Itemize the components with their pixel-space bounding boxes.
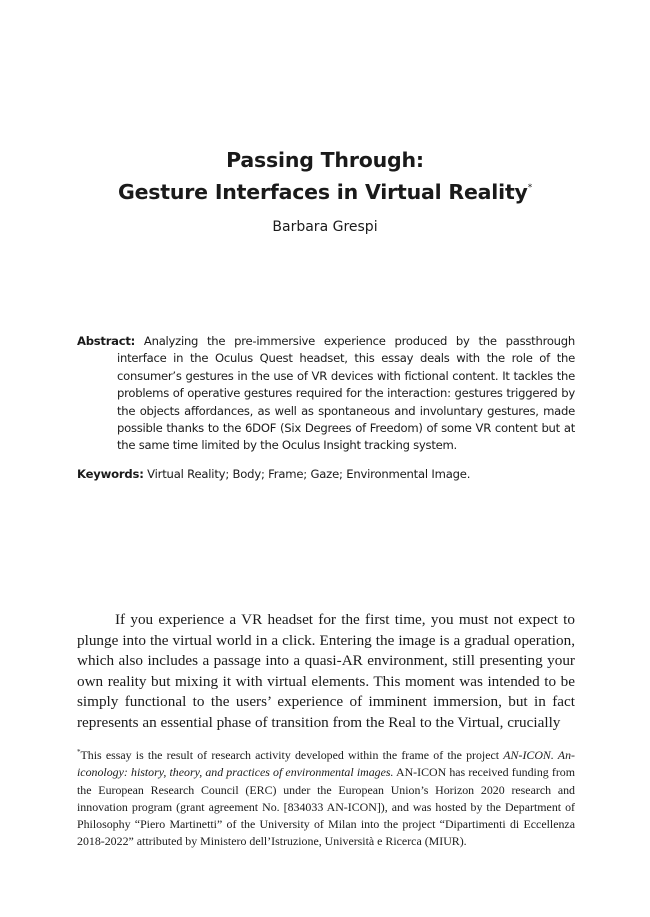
title-line-1: Passing Through: <box>226 148 424 172</box>
author-name: Barbara Grespi <box>272 219 378 235</box>
abstract-text: Analyzing the pre-immersive experience produced by the passthrough interface in the Oculus Quest headset, this essay deals with the role of the consumer’s gestures in the use of VR devices with fictional content. It tackles the problems of operative gestures required for the interaction: gestures triggered by the objects affordances, as well as spontaneous and involuntary gestures, made possible thanks to the 6DOF (Six Degrees of Freedom) of some VR content but at the same time limited by the Oculus Insight tracking system. <box>117 334 575 453</box>
footnote-project-title: AN-ICON. An-iconology: history, theory, and practices of environmental images. <box>77 748 575 780</box>
footnote-text-before: This essay is the result of research activity developed within the frame of the project <box>80 748 500 762</box>
keywords <box>77 466 575 483</box>
abstract <box>77 333 575 455</box>
paper-title <box>0 146 650 206</box>
footnote-mark: * <box>77 748 81 756</box>
abstract-paragraph <box>77 333 575 455</box>
title-line-2 <box>0 174 650 206</box>
keywords-label: Keywords: <box>77 467 144 481</box>
body-paragraph: If you experience a VR headset for the first time, you must not expect to plunge into the virtual world in a click. Entering the image is a gradual operation, which also includes a passage into a quasi-AR environment, still presenting your own reality but mixing it with virtual elements. This moment was intended to be simply functional to the users’ experience of imminent immersion, but in fact represents an essential phase of transition from the Real to the Virtual, crucially <box>77 611 575 731</box>
title-footnote-mark[interactable]: * <box>527 183 533 193</box>
footnote <box>77 744 575 851</box>
abstract-label: Abstract: <box>77 334 136 348</box>
keywords-text: Virtual Reality; Body; Frame; Gaze; Environmental Image. <box>147 467 471 481</box>
footnote-text-after: AN-ICON has received funding from the European Research Council (ERC) under the European Union’s Horizon 2020 research and innovation program (grant agreement No. [834033 AN-ICON]), and was hosted by the Department of Philosophy “Piero Martinetti” of the University of Milan into the project “Dipartimenti di Eccellenza 2018-2022” attributed by Ministero dell’Istruzione, Università e Ricerca (MIUR). <box>77 765 575 849</box>
title-line-2-text: Gesture Interfaces in Virtual Reality <box>117 180 528 204</box>
